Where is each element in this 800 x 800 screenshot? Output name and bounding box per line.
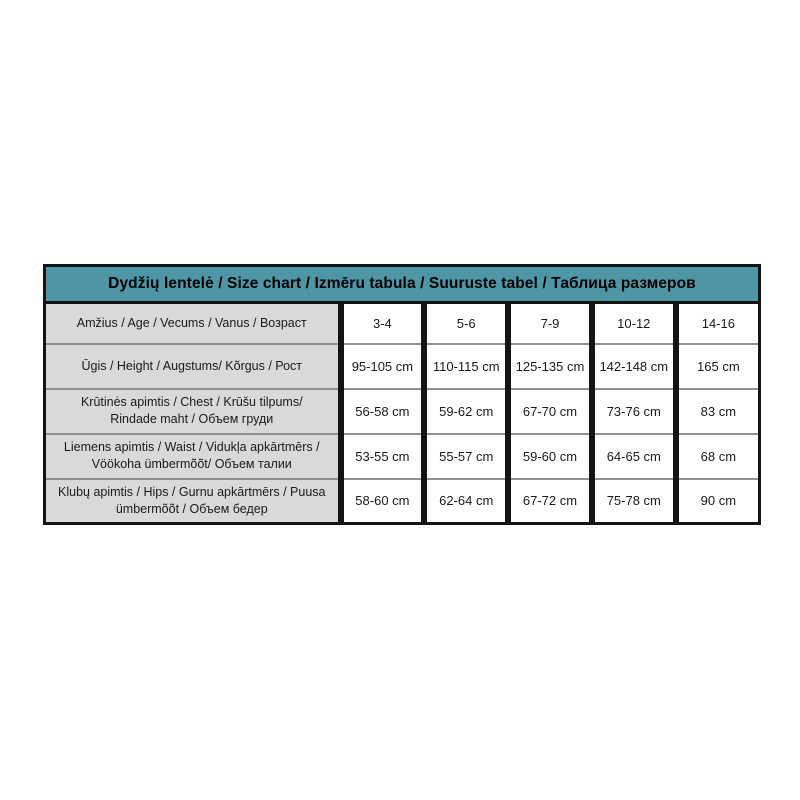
- height-value: 165 cm: [676, 344, 760, 389]
- chest-value: 73-76 cm: [592, 389, 676, 434]
- row-label-hips: Klubų apimtis / Hips / Gurnu apkārtmērs / Puusa ümbermõõt / Объем бедер: [45, 479, 341, 524]
- table-row-height: [45, 344, 760, 389]
- hips-value: 62-64 cm: [424, 479, 508, 524]
- age-value: 7-9: [508, 303, 592, 344]
- height-value: 142-148 cm: [592, 344, 676, 389]
- waist-value: 68 cm: [676, 434, 760, 479]
- waist-value: 53-55 cm: [341, 434, 425, 479]
- chest-value: 59-62 cm: [424, 389, 508, 434]
- chest-value: 56-58 cm: [341, 389, 425, 434]
- hips-value: 58-60 cm: [341, 479, 425, 524]
- hips-value: 75-78 cm: [592, 479, 676, 524]
- height-value: 95-105 cm: [341, 344, 425, 389]
- age-value: 5-6: [424, 303, 508, 344]
- table-row-hips: [45, 479, 760, 524]
- waist-value: 55-57 cm: [424, 434, 508, 479]
- height-value: 125-135 cm: [508, 344, 592, 389]
- table-row-chest: [45, 389, 760, 434]
- size-chart-table: [43, 264, 761, 525]
- row-label-chest: Krūtinės apimtis / Chest / Krūšu tilpums/ Rindade maht / Объем груди: [45, 389, 341, 434]
- age-value: 3-4: [341, 303, 425, 344]
- row-label-waist: Liemens apimtis / Waist / Vidukļa apkārtmērs / Vöökoha ümbermõõt/ Объем талии: [45, 434, 341, 479]
- waist-value: 59-60 cm: [508, 434, 592, 479]
- table-header-row: [45, 266, 760, 303]
- chest-value: 83 cm: [676, 389, 760, 434]
- height-value: 110-115 cm: [424, 344, 508, 389]
- table-row-waist: [45, 434, 760, 479]
- hips-value: 90 cm: [676, 479, 760, 524]
- age-value: 10-12: [592, 303, 676, 344]
- row-label-age: Amžius / Age / Vecums / Vanus / Возраст: [45, 303, 341, 344]
- size-chart-title: Dydžių lentelė / Size chart / Izmēru tabula / Suuruste tabel / Таблица размеров: [45, 266, 760, 303]
- chest-value: 67-70 cm: [508, 389, 592, 434]
- hips-value: 67-72 cm: [508, 479, 592, 524]
- table-row-age: [45, 303, 760, 344]
- row-label-height: Ūgis / Height / Augstums/ Kõrgus / Рост: [45, 344, 341, 389]
- age-value: 14-16: [676, 303, 760, 344]
- waist-value: 64-65 cm: [592, 434, 676, 479]
